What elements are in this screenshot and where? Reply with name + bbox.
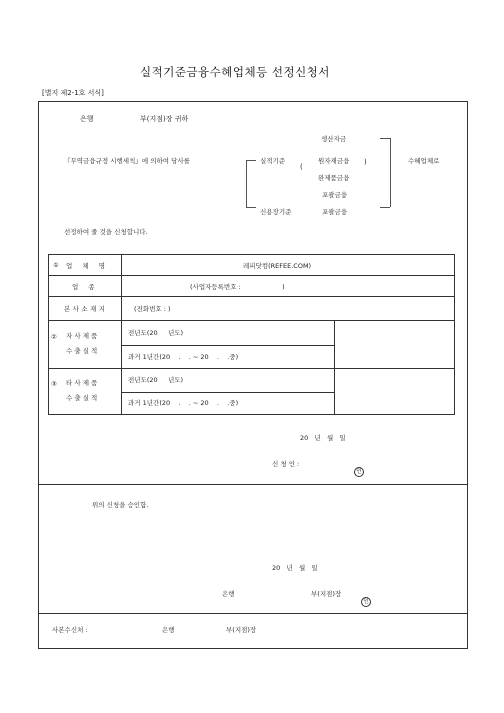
- approval-seal-icon: 인: [361, 588, 371, 607]
- copy-recipient-label: 사본수신처 :: [52, 626, 88, 634]
- open-paren: (: [300, 163, 303, 171]
- business-value: (사업자등록번호 : ): [190, 283, 285, 291]
- info-table: [48, 254, 455, 415]
- loan-type-raw-material: 원자재금융: [318, 157, 350, 165]
- approval-branch-head: 부(지점)장: [311, 590, 342, 598]
- regulation-text: 『무역금융규정 시행세칙』에 의하여 당사를: [64, 157, 190, 165]
- section-divider: [38, 613, 468, 614]
- own-past-year: 과거 1년간(20 . . ~ 20 . .중): [128, 353, 239, 361]
- credit-basis: 신용장기준: [260, 208, 292, 216]
- table-divider: [48, 368, 455, 369]
- other-number: ③: [51, 380, 57, 388]
- own-label-1: 자 사 제 품: [66, 332, 98, 340]
- header-bank: 은행: [80, 115, 94, 123]
- bracket-line: [246, 160, 256, 161]
- other-label-1: 타 사 제 품: [66, 379, 98, 387]
- bracket-line: [246, 160, 247, 207]
- hq-label: 본사소재지: [64, 305, 108, 313]
- form-number: [별지 제2-1호 서식]: [42, 89, 104, 97]
- table-divider: [48, 320, 455, 321]
- header-branch-head: 부(지점)장 귀하: [140, 115, 189, 123]
- table-divider: [334, 320, 335, 415]
- table-divider: [48, 296, 455, 297]
- performance-basis: 실적기준: [260, 157, 286, 165]
- beneficiary-text: 수혜업체로: [408, 157, 440, 165]
- bracket-line: [246, 207, 256, 208]
- footer-branch-head: 부(지점)장: [226, 626, 257, 634]
- own-number: ②: [51, 333, 57, 341]
- footer-bank: 은행: [162, 626, 175, 634]
- other-prev-year: 전년도(20 년도): [128, 376, 184, 384]
- table-divider: [121, 345, 334, 346]
- other-label-2: 수 출 실 적: [66, 394, 98, 402]
- table-divider: [121, 254, 122, 415]
- approval-bank: 은행: [222, 590, 235, 598]
- approval-date: 20 년 월 일: [272, 564, 318, 572]
- other-past-year: 과거 1년간(20 . . ~ 20 . .중): [128, 399, 239, 407]
- table-divider: [48, 275, 455, 276]
- approval-text: 위의 신청을 승인함.: [92, 501, 149, 509]
- application-date: 20 년 월 일: [300, 434, 346, 442]
- company-value: 레피닷컴(REFEE.COM): [243, 262, 312, 270]
- own-label-2: 수 출 실 적: [66, 347, 98, 355]
- business-label: 업 종: [72, 283, 99, 291]
- own-prev-year: 전년도(20 년도): [128, 329, 184, 337]
- close-paren: ): [364, 158, 367, 166]
- bracket-line: [380, 138, 390, 139]
- bracket-line: [380, 207, 390, 208]
- seal-icon: 인: [354, 458, 364, 477]
- applicant-label: 신 청 인 :: [272, 460, 300, 468]
- loan-type-production: 생산자금: [321, 135, 347, 143]
- section-divider: [38, 484, 468, 485]
- request-text: 선정하여 줄 것을 신청합니다.: [64, 228, 148, 236]
- company-number: ①: [53, 262, 59, 269]
- credit-loan-type: 포괄금융: [322, 208, 348, 216]
- bracket-line: [390, 138, 391, 207]
- company-label: 업 체 명: [66, 262, 109, 270]
- page-title: 실적기준금융수혜업체등 선정신청서: [140, 65, 330, 79]
- loan-type-finished-goods: 완제품금융: [318, 174, 350, 182]
- table-divider: [121, 392, 334, 393]
- hq-value: (전화번호 : ): [134, 305, 171, 313]
- loan-type-comprehensive: 포괄금융: [322, 191, 348, 199]
